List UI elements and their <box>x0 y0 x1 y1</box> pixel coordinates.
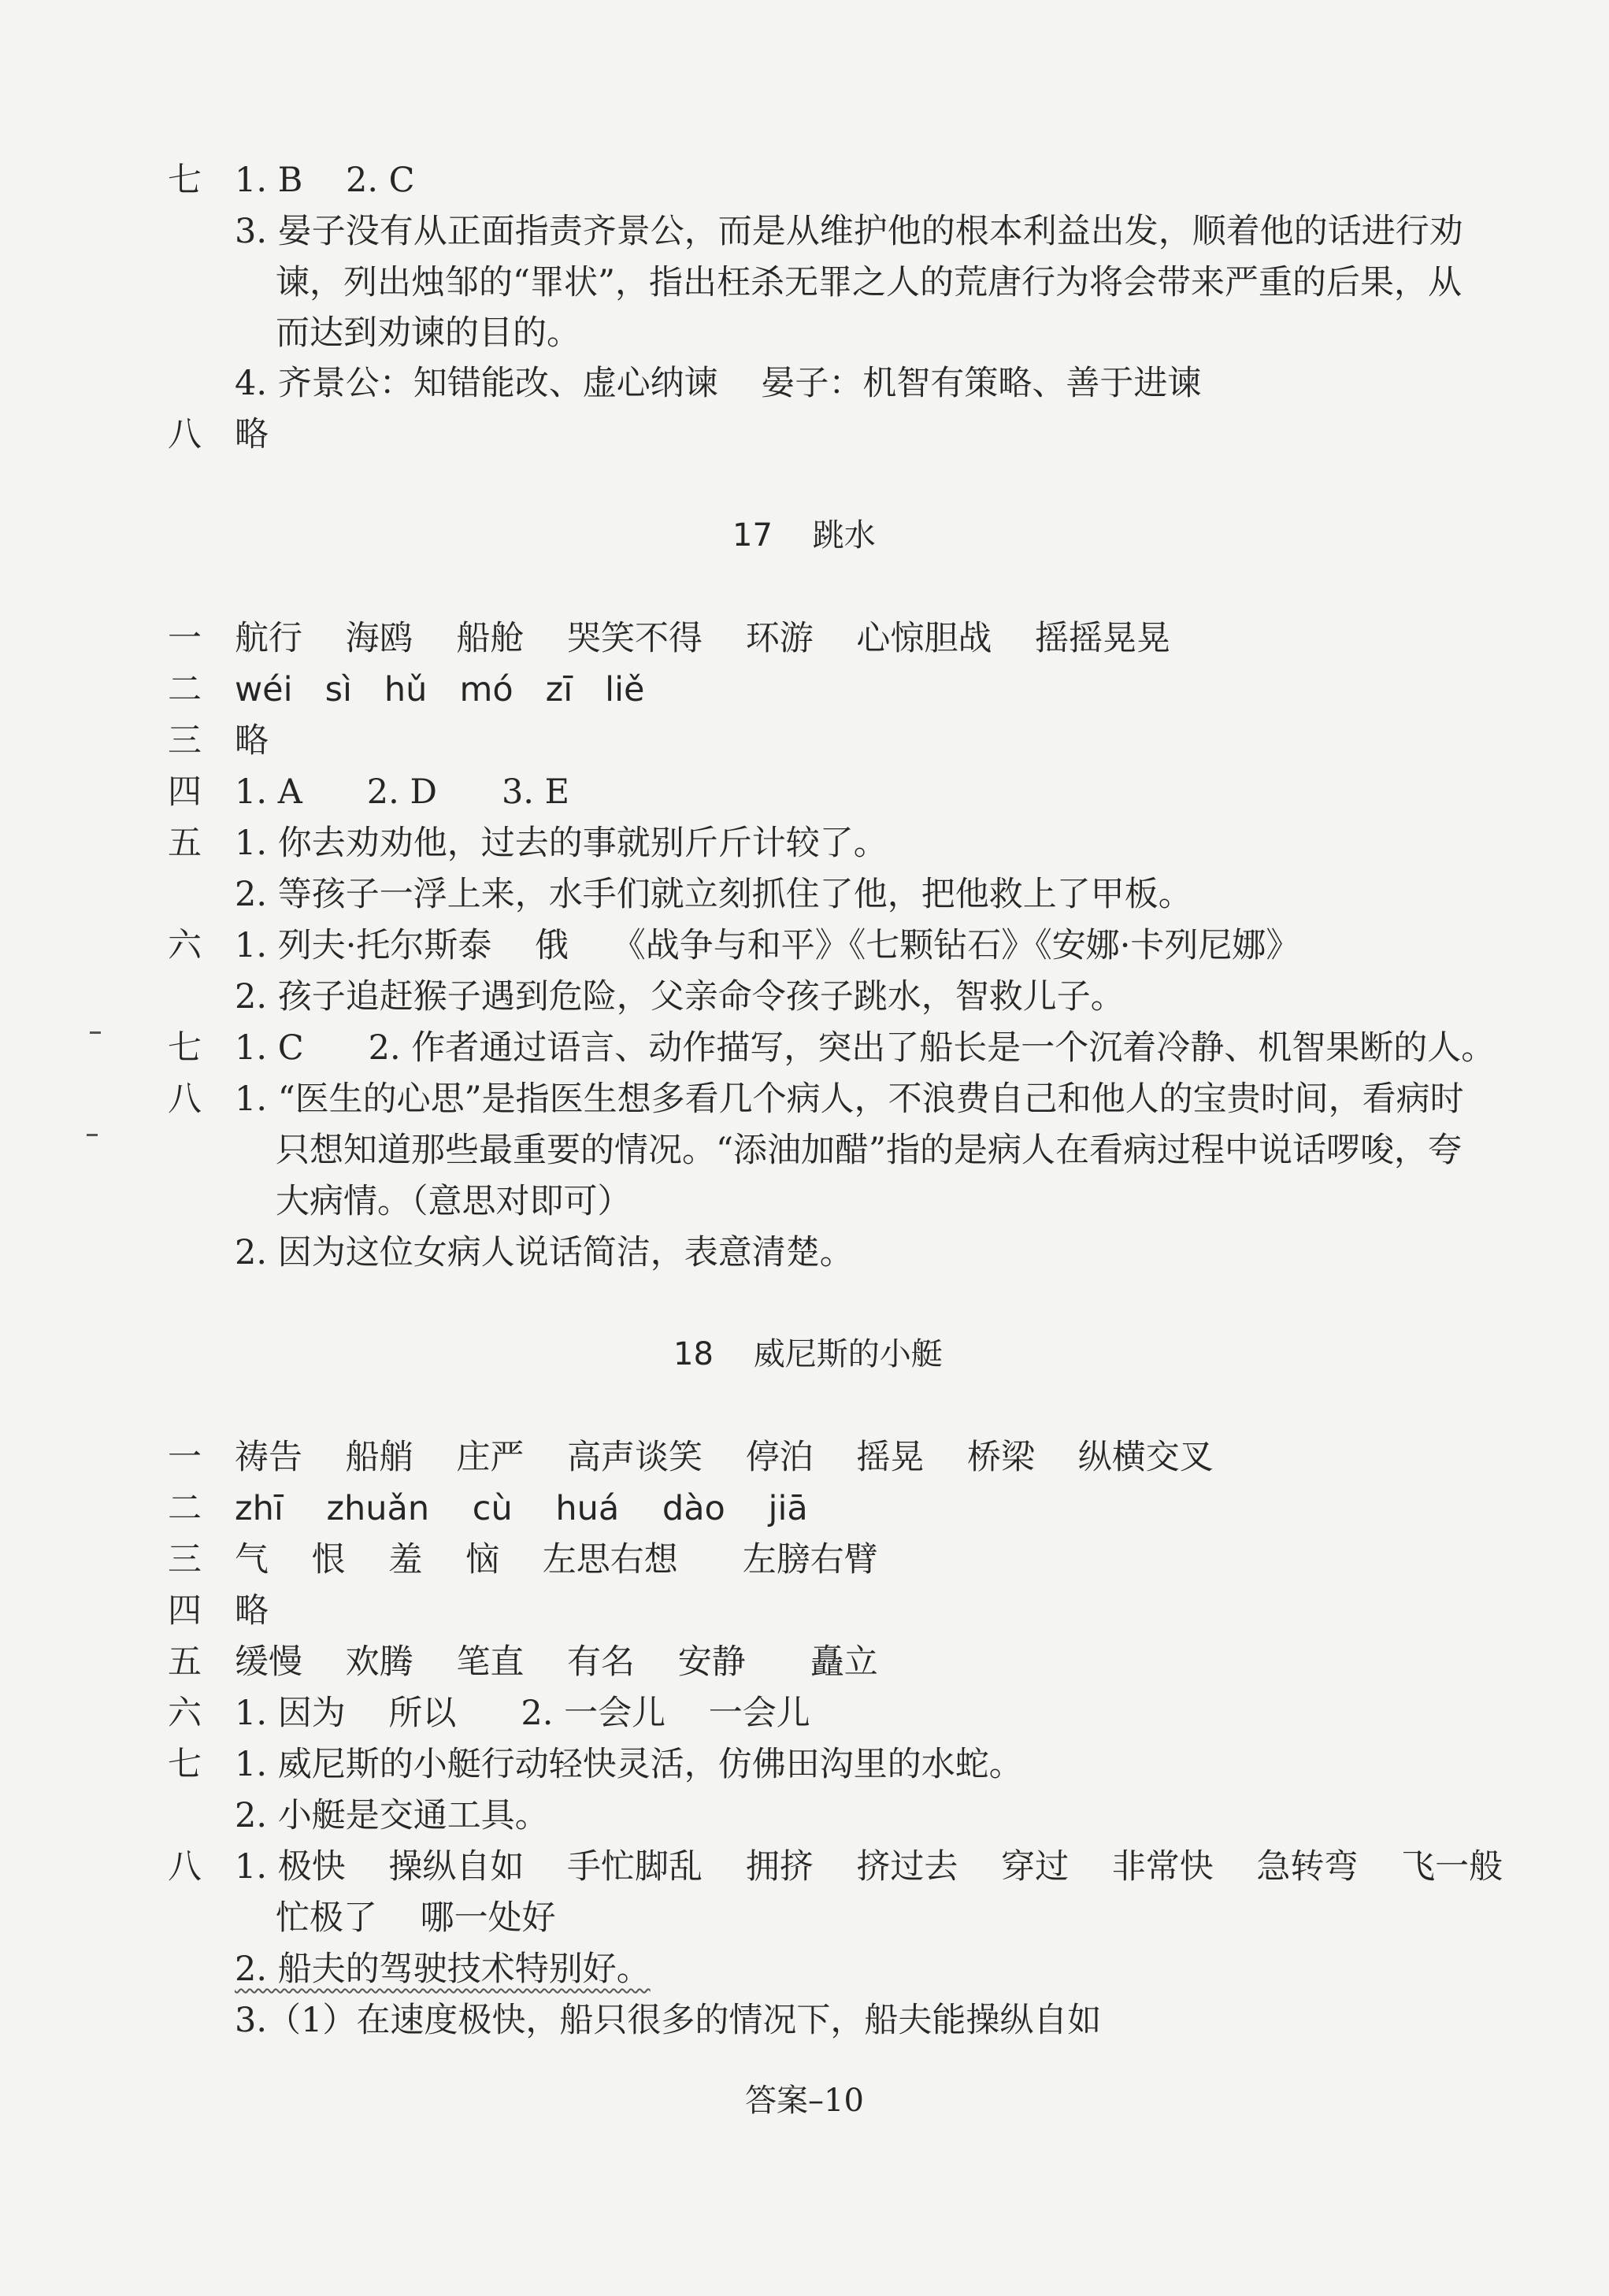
answer-line: 略 <box>235 1591 269 1631</box>
pinyin-line: wéi sì hǔ mó zī liě <box>235 670 645 709</box>
question-number: 八 <box>168 415 202 454</box>
answer-line: 2. 因为这位女病人说话简洁，表意清楚。 <box>235 1233 854 1272</box>
question-number: 三 <box>168 1540 202 1579</box>
answer-line: 略 <box>235 721 269 761</box>
answer-line: 3. 晏子没有从正面指责齐景公，而是从维护他的根本利益出发，顺着他的话进行劝 <box>235 212 1463 251</box>
answer-line: 3.（1）在速度极快，船只很多的情况下，船夫能操纵自如 <box>235 2001 1102 2040</box>
answer-line: 1. 你去劝劝他，过去的事就别斤斤计较了。 <box>235 824 888 863</box>
answer-line: 1. 列夫·托尔斯泰 俄 《战争与和平》《七颗钻石》《安娜·卡列尼娜》 <box>235 926 1300 965</box>
answer-line: 2. 等孩子一浮上来，水手们就立刻抓住了他，把他救上了甲板。 <box>235 875 1192 914</box>
answer-line: 大病情。（意思对即可） <box>276 1182 632 1221</box>
question-number: 二 <box>168 670 202 709</box>
answer-line: 只想知道那些最重要的情况。“添油加醋”指的是病人在看病过程中说话啰唆，夸 <box>276 1131 1462 1170</box>
question-number: 七 <box>168 161 202 200</box>
question-number: 五 <box>168 824 202 863</box>
question-number: 一 <box>168 619 202 658</box>
question-number: 六 <box>168 1694 202 1733</box>
answer-line: 谏，列出烛邹的“罪状”，指出枉杀无罪之人的荒唐行为将会带来严重的后果，从 <box>276 263 1462 302</box>
answer-line: 1. “医生的心思”是指医生想多看几个病人，不浪费自己和他人的宝贵时间，看病时 <box>235 1079 1464 1119</box>
answer-line: 航行 海鸥 船舱 哭笑不得 环游 心惊胆战 摇摇晃晃 <box>235 619 1171 658</box>
answer-line: 4. 齐景公：知错能改、虚心纳谏 晏子：机智有策略、善于进谏 <box>235 364 1202 403</box>
question-number: 八 <box>168 1847 202 1887</box>
answer-line: 而达到劝谏的目的。 <box>276 313 580 353</box>
answer-line: 1. A 2. D 3. E <box>235 772 570 812</box>
question-number: 一 <box>168 1438 202 1477</box>
answer-line: 略 <box>235 415 269 454</box>
scan-mark <box>87 1134 98 1136</box>
answer-line: 忙极了 哪一处好 <box>276 1898 556 1938</box>
question-number: 五 <box>168 1642 202 1682</box>
answer-line: 祷告 船艄 庄严 高声谈笑 停泊 摇晃 桥梁 纵横交叉 <box>235 1438 1214 1477</box>
question-number: 二 <box>168 1489 202 1528</box>
question-number: 七 <box>168 1028 202 1068</box>
section-title: 18 威尼斯的小艇 <box>673 1336 943 1372</box>
answer-line: 2. 孩子追赶猴子遇到危险，父亲命令孩子跳水，智救儿子。 <box>235 977 1125 1017</box>
answer-line: 1. 极快 操纵自如 手忙脚乱 拥挤 挤过去 穿过 非常快 急转弯 飞一般 <box>235 1847 1503 1887</box>
question-number: 三 <box>168 721 202 761</box>
answer-line: 1. C 2. 作者通过语言、动作描写，突出了船长是一个沉着冷静、机智果断的人。 <box>235 1028 1496 1068</box>
answer-line: 缓慢 欢腾 笔直 有名 安静 矗立 <box>235 1642 878 1682</box>
question-number: 四 <box>168 1591 202 1631</box>
answer-line: 2. 小艇是交通工具。 <box>235 1796 549 1835</box>
section-title: 17 跳水 <box>732 517 876 554</box>
answer-line: 1. B 2. C <box>235 161 415 200</box>
answer-line: 气 恨 羞 恼 左思右想 左膀右臂 <box>235 1540 878 1579</box>
answer-line: 1. 因为 所以 2. 一会儿 一会儿 <box>235 1694 810 1733</box>
question-number: 七 <box>168 1745 202 1784</box>
question-number: 六 <box>168 926 202 965</box>
question-number: 八 <box>168 1079 202 1119</box>
page-footer: 答案–10 <box>745 2083 864 2119</box>
answer-line: 1. 威尼斯的小艇行动轻快灵活，仿佛田沟里的水蛇。 <box>235 1745 1023 1784</box>
underlined-answer-line: 2. 船夫的驾驶技术特别好。 <box>235 1950 651 1989</box>
question-number: 四 <box>168 772 202 812</box>
pinyin-line: zhī zhuǎn cù huá dào jiā <box>235 1489 808 1528</box>
scan-mark <box>90 1031 101 1034</box>
